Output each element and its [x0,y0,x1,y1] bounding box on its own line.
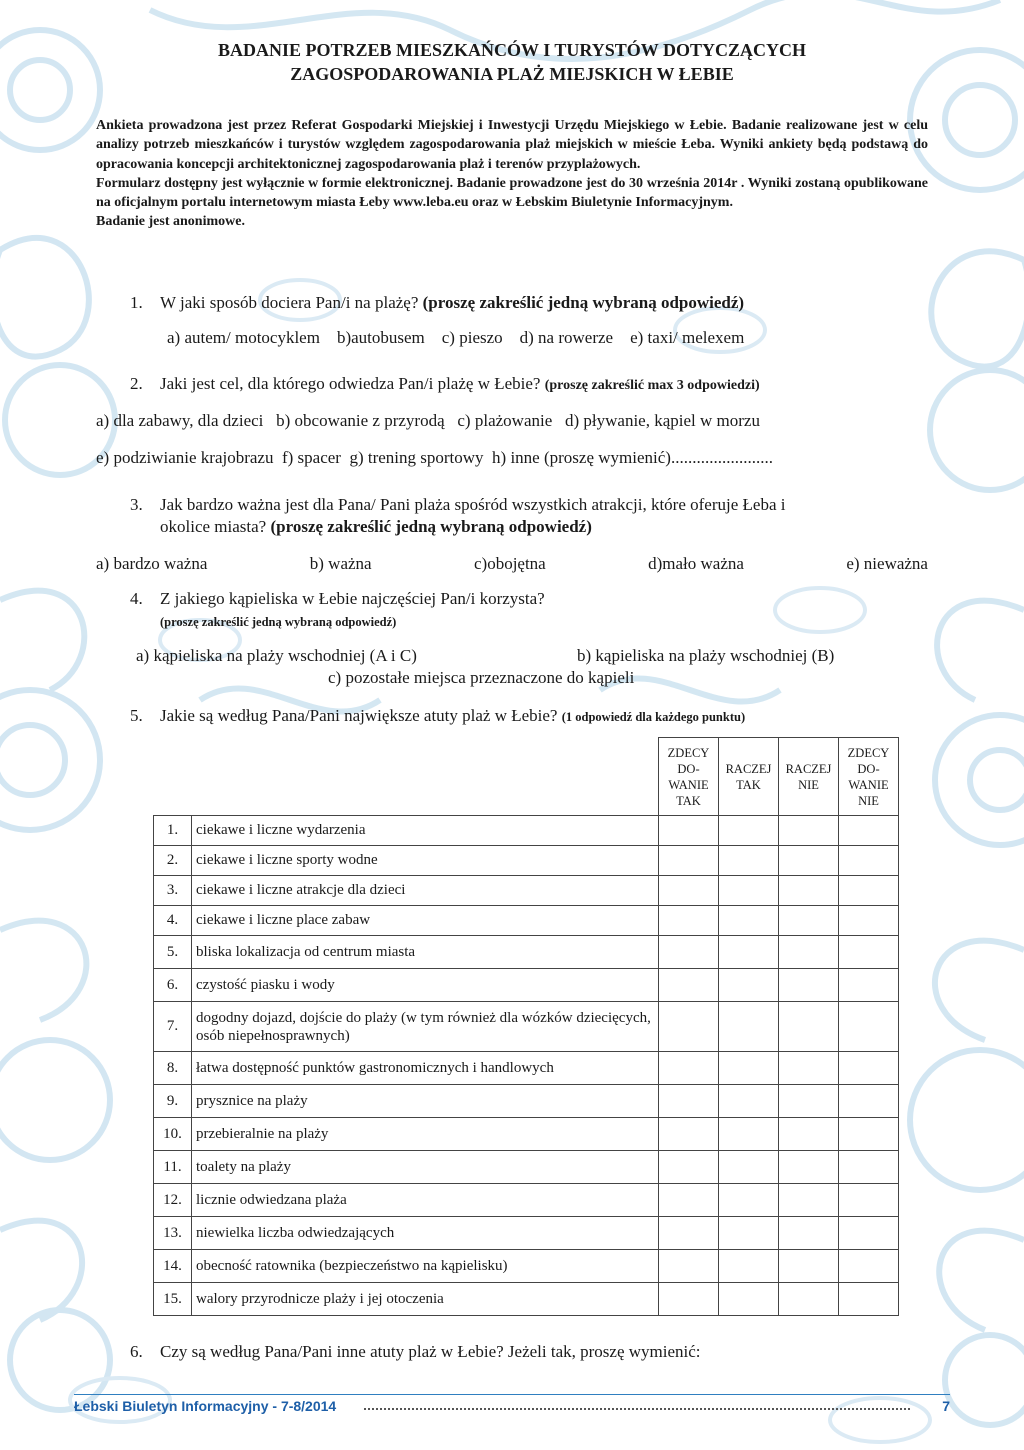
question-text: W jaki sposób dociera Pan/i na plażę? [160,293,423,312]
answer-cell[interactable] [779,1085,839,1118]
footer-dotted-leader [364,1408,910,1410]
question-1-options[interactable]: a) autem/ motocyklem b)autobusem c) pieszo d) na rowerze e) taxi/ melexem [167,328,745,347]
answer-cell[interactable] [659,876,719,906]
answer-cell[interactable] [839,1184,899,1217]
answer-cell[interactable] [659,1250,719,1283]
answer-cell[interactable] [839,876,899,906]
row-number: 7. [154,1002,192,1052]
title-line-2: ZAGOSPODAROWANIA PLAŻ MIEJSKICH W ŁEBIE [290,64,734,84]
answer-cell[interactable] [839,1085,899,1118]
answer-cell[interactable] [839,816,899,846]
row-number: 3. [154,876,192,906]
question-text: Jakie są według Pana/Pani największe atuty plaż w Łebie? [160,706,562,725]
page-title [96,38,928,86]
row-number: 10. [154,1118,192,1151]
answer-cell[interactable] [659,936,719,969]
answer-cell[interactable] [839,936,899,969]
answer-cell[interactable] [779,1052,839,1085]
question-text: Czy są według Pana/Pani inne atuty plaż w Łebie? Jeżeli tak, proszę wymienić: [160,1342,701,1361]
question-4-option-a[interactable]: a) kąpieliska na plaży wschodniej (A i C) [136,646,417,665]
answer-cell[interactable] [779,969,839,1002]
row-label: dogodny dojazd, dojście do plaży (w tym również dla wózków dziecięcych, osób niepełnosprawnych) [192,1002,659,1052]
question-2-options-line-1[interactable]: a) dla zabawy, dla dzieci b) obcowanie z przyrodą c) plażowanie d) pływanie, kąpiel w morzu [96,411,760,430]
answer-cell[interactable] [779,1184,839,1217]
answer-cell[interactable] [719,1184,779,1217]
row-label: ciekawe i liczne atrakcje dla dzieci [192,876,659,906]
answer-cell[interactable] [719,1283,779,1316]
answer-cell[interactable] [659,1151,719,1184]
row-label: czystość piasku i wody [192,969,659,1002]
row-number: 11. [154,1151,192,1184]
question-number: 3. [130,495,143,514]
column-header: ZDECY DO- WANIE NIE [839,738,899,816]
answer-cell[interactable] [779,1250,839,1283]
answer-cell[interactable] [659,1118,719,1151]
table-row [154,1052,899,1085]
table-row [154,936,899,969]
question-4 [130,588,545,610]
table-row [154,816,899,846]
answer-cell[interactable] [719,1250,779,1283]
question-text: Z jakiego kąpieliska w Łebie najczęściej Pan/i korzysta? [160,589,545,608]
question-4-hint: (proszę zakreślić jedną wybraną odpowiedź) [160,615,397,629]
answer-cell[interactable] [839,969,899,1002]
answer-cell[interactable] [719,936,779,969]
answer-cell[interactable] [779,1118,839,1151]
option-c[interactable]: c)obojętna [473,554,546,573]
question-number: 1. [130,293,143,312]
answer-cell[interactable] [659,1184,719,1217]
question-5-table [153,737,899,1316]
answer-cell[interactable] [659,816,719,846]
question-2-options-line-2[interactable]: e) podziwianie krajobrazu f) spacer g) trening sportowy h) inne (proszę wymienić)........................ [96,448,773,467]
question-3 [130,494,785,516]
footer-rule [74,1394,950,1395]
table-row [154,1217,899,1250]
table-row [154,1184,899,1217]
answer-cell[interactable] [779,816,839,846]
row-label: prysznice na plaży [192,1085,659,1118]
question-number: 4. [130,589,143,608]
answer-cell[interactable] [839,1052,899,1085]
answer-cell[interactable] [839,846,899,876]
question-hint: (1 odpowiedź dla każdego punktu) [561,710,746,724]
option-e[interactable]: e) nieważna [846,554,928,573]
answer-cell[interactable] [779,1283,839,1316]
question-hint: (proszę zakreślić jedną wybraną odpowiedź) [422,293,745,312]
answer-cell[interactable] [719,846,779,876]
answer-cell[interactable] [719,1151,779,1184]
answer-cell[interactable] [719,1002,779,1052]
row-number: 8. [154,1052,192,1085]
answer-cell[interactable] [839,1283,899,1316]
answer-cell[interactable] [659,1002,719,1052]
table-header-row [154,738,899,816]
question-text-line-2: okolice miasta? [160,517,271,536]
question-1 [130,292,744,314]
answer-cell[interactable] [719,1085,779,1118]
answer-cell[interactable] [719,969,779,1002]
answer-cell[interactable] [839,1151,899,1184]
question-number: 2. [130,374,143,393]
option-a[interactable]: a) bardzo ważna [96,554,208,573]
title-line-1: BADANIE POTRZEB MIESZKAŃCÓW I TURYSTÓW DOTYCZĄCYCH [218,40,806,60]
table-row [154,1151,899,1184]
row-label: niewielka liczba odwiedzających [192,1217,659,1250]
column-header: ZDECY DO- WANIE TAK [659,738,719,816]
table-row [154,876,899,906]
answer-cell[interactable] [719,1118,779,1151]
table-row [154,846,899,876]
answer-cell[interactable] [779,936,839,969]
question-text: Jaki jest cel, dla którego odwiedza Pan/i plażę w Łebie? [160,374,545,393]
table-row [154,1118,899,1151]
table-row [154,1283,899,1316]
row-label: licznie odwiedzana plaża [192,1184,659,1217]
answer-cell[interactable] [839,1002,899,1052]
intro-p2: Formularz dostępny jest wyłącznie w formie elektronicznej. Badanie prowadzone jest do 30 września 2014r . Wyniki zostaną opublikowane na oficjalnym portalu internetowym miasta Łeby www.leba.eu oraz w Łebskim Biuletynie Informacyjnym. [96,175,928,211]
row-label: łatwa dostępność punktów gastronomicznych i handlowych [192,1052,659,1085]
answer-cell[interactable] [839,1250,899,1283]
question-4-option-b[interactable]: b) kąpieliska na plaży wschodniej (B) [577,646,835,665]
row-label: walory przyrodnicze plaży i jej otoczenia [192,1283,659,1316]
answer-cell[interactable] [839,906,899,936]
table-row [154,906,899,936]
answer-cell[interactable] [659,1283,719,1316]
answer-cell[interactable] [659,1085,719,1118]
answer-cell[interactable] [659,846,719,876]
page-footer [74,1394,950,1420]
row-label: bliska lokalizacja od centrum miasta [192,936,659,969]
table-row [154,1002,899,1052]
answer-cell[interactable] [719,1052,779,1085]
footer-publication: Łebski Biuletyn Informacyjny - 7-8/2014 [74,1398,337,1414]
row-label: toalety na plaży [192,1151,659,1184]
answer-cell[interactable] [719,876,779,906]
answer-cell[interactable] [659,1052,719,1085]
answer-cell[interactable] [719,906,779,936]
question-hint: (proszę zakreślić max 3 odpowiedzi) [544,378,760,393]
intro-paragraph [96,116,928,232]
answer-cell[interactable] [659,969,719,1002]
answer-cell[interactable] [779,1151,839,1184]
answer-cell[interactable] [659,906,719,936]
row-number: 14. [154,1250,192,1283]
row-label: ciekawe i liczne wydarzenia [192,816,659,846]
question-hint: (proszę zakreślić jedną wybraną odpowiedź) [270,517,592,536]
header-blank [192,738,659,816]
row-number: 4. [154,906,192,936]
intro-p3: Badanie jest anonimowe. [96,214,245,230]
column-header: RACZEJ TAK [719,738,779,816]
option-d[interactable]: d)mało ważna [648,554,744,573]
question-4-option-c[interactable]: c) pozostałe miejsca przeznaczone do kąpieli [328,668,635,687]
row-number: 15. [154,1283,192,1316]
answer-cell[interactable] [839,1118,899,1151]
answer-cell[interactable] [779,846,839,876]
row-number: 6. [154,969,192,1002]
row-number: 1. [154,816,192,846]
question-2 [130,373,760,397]
row-number: 12. [154,1184,192,1217]
question-3-options [96,553,928,575]
question-number: 5. [130,706,143,725]
answer-cell[interactable] [659,1217,719,1250]
question-5 [130,705,745,728]
table-row [154,1085,899,1118]
question-6 [130,1341,701,1363]
row-number: 9. [154,1085,192,1118]
answer-cell[interactable] [779,906,839,936]
intro-p1: Ankieta prowadzona jest przez Referat Gospodarki Miejskiej i Inwestycji Urzędu Miejskiego w Łebie. Badanie realizowane jest w celu analizy potrzeb mieszkańców i turystów względem zagospodarowania plaż miejskich w mieście Łeba. Wyniki ankiety będą podstawą do opracowania koncepcji architektonicznej zagospodarowania plaż i terenów przyplażowych. [96,118,928,172]
answer-cell[interactable] [779,876,839,906]
footer-page-number: 7 [942,1398,950,1414]
row-number: 2. [154,846,192,876]
row-label: przebieralnie na plaży [192,1118,659,1151]
row-label: ciekawe i liczne sporty wodne [192,846,659,876]
row-number: 5. [154,936,192,969]
answer-cell[interactable] [719,816,779,846]
question-number: 6. [130,1342,143,1361]
answer-cell[interactable] [779,1002,839,1052]
answer-cell[interactable] [839,1217,899,1250]
row-number: 13. [154,1217,192,1250]
table-row [154,969,899,1002]
question-3-cont [160,516,592,538]
table-row [154,1250,899,1283]
option-b[interactable]: b) ważna [309,554,372,573]
answer-cell[interactable] [779,1217,839,1250]
header-blank [154,738,192,816]
row-label: obecność ratownika (bezpieczeństwo na kąpielisku) [192,1250,659,1283]
answer-cell[interactable] [719,1217,779,1250]
column-header: RACZEJ NIE [779,738,839,816]
question-text-line-1: Jak bardzo ważna jest dla Pana/ Pani plaża spośród wszystkich atrakcji, które oferuje Łeba i [160,495,786,514]
row-label: ciekawe i liczne place zabaw [192,906,659,936]
